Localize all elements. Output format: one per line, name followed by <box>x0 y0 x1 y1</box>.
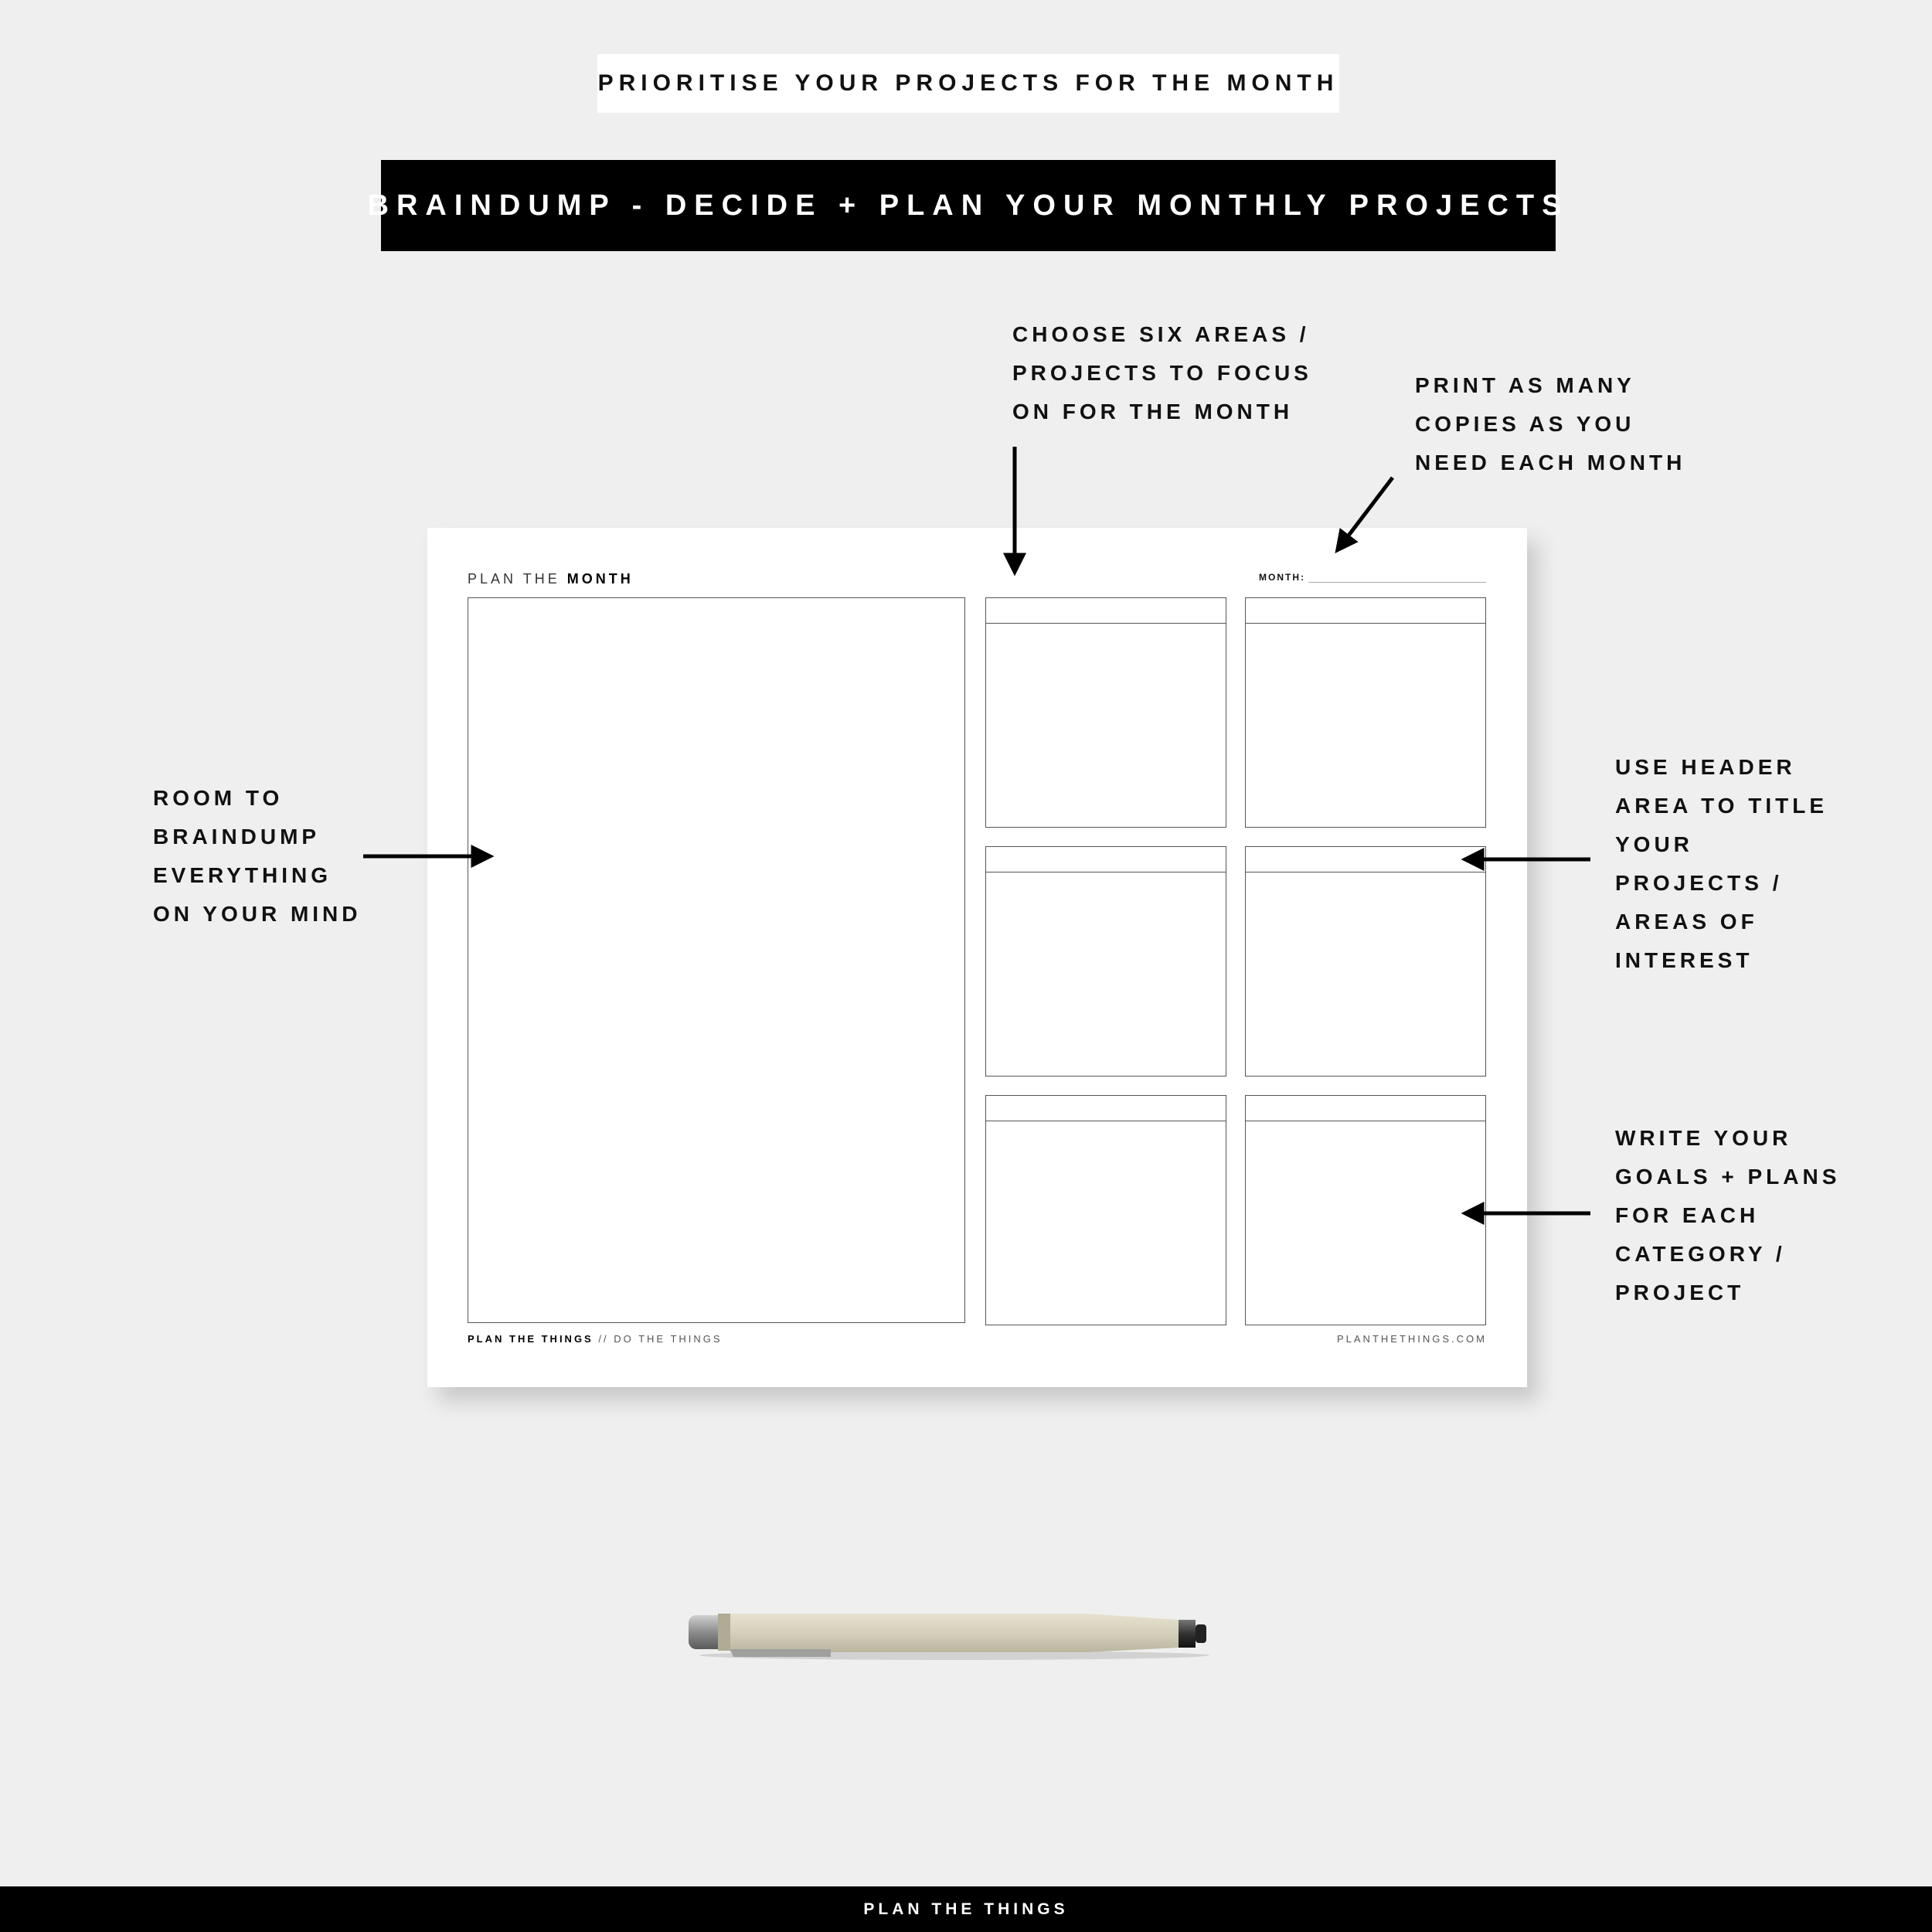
callout-line: COPIES AS YOU <box>1415 412 1635 436</box>
project-box-1[interactable] <box>985 597 1226 828</box>
project-header[interactable] <box>986 598 1226 624</box>
braindump-box[interactable] <box>468 597 965 1323</box>
callout-braindump-room <box>153 779 362 934</box>
title-banner <box>367 160 1570 251</box>
sheet-title-bold: MONTH <box>566 571 634 587</box>
callout-line: PRINT AS MANY <box>1415 373 1635 397</box>
sheet-title <box>468 571 634 587</box>
callout-line: NEED EACH MONTH <box>1415 451 1686 474</box>
planner-sheet <box>427 528 1527 1387</box>
callout-line: USE HEADER <box>1615 755 1796 779</box>
callout-line: CHOOSE SIX AREAS / <box>1012 322 1310 346</box>
website-text: PLANTHETHINGS.COM <box>1336 1333 1487 1345</box>
project-box-4[interactable] <box>1245 846 1486 1077</box>
project-box-5[interactable] <box>985 1095 1226 1325</box>
callout-line: AREA TO TITLE <box>1615 794 1828 818</box>
footer-bar <box>0 1886 1932 1932</box>
callout-line: ROOM TO <box>153 786 284 810</box>
callout-line: INTEREST <box>1615 948 1753 972</box>
project-header[interactable] <box>1246 598 1485 624</box>
project-box-6[interactable] <box>1245 1095 1486 1325</box>
footer-tagline-separator: // <box>593 1333 614 1345</box>
callout-line: PROJECT <box>1615 1281 1745 1304</box>
callout-header-area <box>1615 748 1828 980</box>
callout-line: GOALS + PLANS <box>1615 1165 1841 1189</box>
footer-tagline-bold: PLAN THE THINGS <box>468 1333 594 1345</box>
callout-line: FOR EACH <box>1615 1203 1760 1227</box>
callout-line: ON FOR THE MONTH <box>1012 400 1294 423</box>
project-box-2[interactable] <box>1245 597 1486 828</box>
footer-tagline-rest: DO THE THINGS <box>614 1333 723 1345</box>
title-text: BRAINDUMP - DECIDE + PLAN YOUR MONTHLY PROJECTS <box>367 189 1570 222</box>
sheet-footer-tagline <box>468 1333 723 1345</box>
footer-brand: PLAN THE THINGS <box>863 1900 1069 1918</box>
callout-line: EVERYTHING <box>153 863 332 887</box>
callout-write-goals <box>1615 1119 1840 1312</box>
callout-print-copies <box>1415 366 1685 482</box>
pen-illustration <box>684 1609 1225 1663</box>
callout-line: PROJECTS TO FOCUS <box>1012 361 1312 385</box>
sheet-footer-website <box>1337 1333 1487 1345</box>
project-header[interactable] <box>1246 1096 1485 1121</box>
callout-line: CATEGORY / <box>1615 1242 1786 1266</box>
subtitle-text: PRIORITISE YOUR PROJECTS FOR THE MONTH <box>597 70 1339 96</box>
callout-choose-areas <box>1012 315 1312 431</box>
callout-line: WRITE YOUR <box>1615 1126 1792 1150</box>
callout-line: BRAINDUMP <box>153 825 321 849</box>
sheet-title-prefix: PLAN THE <box>468 571 560 587</box>
project-box-3[interactable] <box>985 846 1226 1077</box>
month-label: MONTH: <box>1259 572 1305 583</box>
month-write-line[interactable] <box>1308 571 1486 583</box>
project-header[interactable] <box>986 1096 1226 1121</box>
callout-line: ON YOUR MIND <box>153 902 362 926</box>
callout-line: AREAS OF <box>1615 910 1758 934</box>
project-header[interactable] <box>986 847 1226 872</box>
month-field[interactable] <box>1259 571 1486 583</box>
callout-line: YOUR <box>1615 832 1693 856</box>
project-header[interactable] <box>1246 847 1485 872</box>
subtitle-banner <box>597 54 1339 113</box>
callout-line: PROJECTS / <box>1615 871 1783 895</box>
